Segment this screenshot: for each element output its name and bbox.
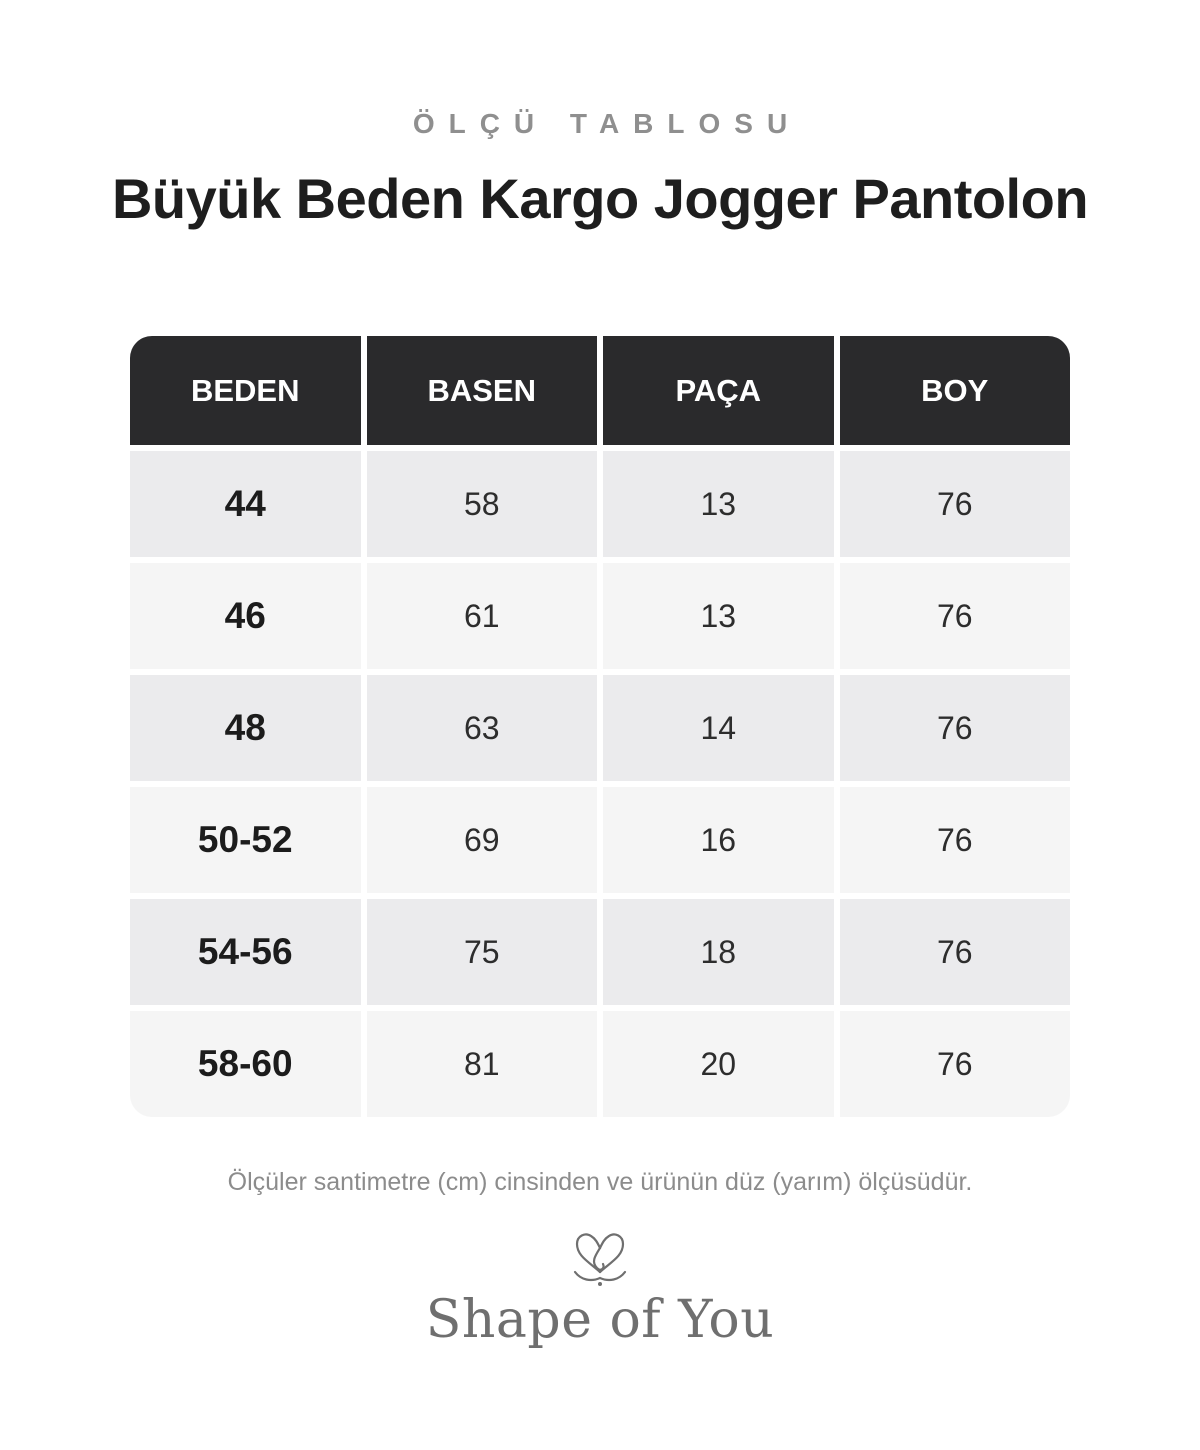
table-cell-size: 44 xyxy=(130,451,361,557)
table-cell-basen: 63 xyxy=(367,675,598,781)
table-cell-size: 46 xyxy=(130,563,361,669)
table-cell-paca: 13 xyxy=(603,563,834,669)
table-cell-paca: 20 xyxy=(603,1011,834,1117)
brand-logo-text: Shape of You xyxy=(425,1290,775,1350)
column-header-beden: BEDEN xyxy=(130,336,361,445)
table-cell-boy: 76 xyxy=(840,899,1071,1005)
table-cell-size: 48 xyxy=(130,675,361,781)
table-cell-basen: 61 xyxy=(367,563,598,669)
table-cell-basen: 75 xyxy=(367,899,598,1005)
column-header-boy: BOY xyxy=(840,336,1071,445)
table-cell-basen: 58 xyxy=(367,451,598,557)
table-cell-basen: 81 xyxy=(367,1011,598,1117)
table-cell-paca: 14 xyxy=(603,675,834,781)
table-cell-size: 58-60 xyxy=(130,1011,361,1117)
table-cell-boy: 76 xyxy=(840,1011,1071,1117)
double-heart-logo-icon xyxy=(567,1228,633,1290)
measurement-note: Ölçüler santimetre (cm) cinsinden ve ürünün düz (yarım) ölçüsüdür. xyxy=(227,1168,973,1196)
table-cell-basen: 69 xyxy=(367,787,598,893)
table-cell-boy: 76 xyxy=(840,675,1071,781)
column-header-paca: PAÇA xyxy=(603,336,834,445)
page-title: Büyük Beden Kargo Jogger Pantolon xyxy=(111,167,1089,230)
page-subtitle: ÖLÇÜ TABLOSU xyxy=(412,108,802,139)
table-cell-paca: 13 xyxy=(603,451,834,557)
table-cell-boy: 76 xyxy=(840,451,1071,557)
table-cell-boy: 76 xyxy=(840,787,1071,893)
table-cell-boy: 76 xyxy=(840,563,1071,669)
table-cell-size: 50-52 xyxy=(130,787,361,893)
table-cell-size: 54-56 xyxy=(130,899,361,1005)
table-cell-paca: 18 xyxy=(603,899,834,1005)
size-table xyxy=(130,336,1070,1117)
column-header-basen: BASEN xyxy=(367,336,598,445)
table-cell-paca: 16 xyxy=(603,787,834,893)
